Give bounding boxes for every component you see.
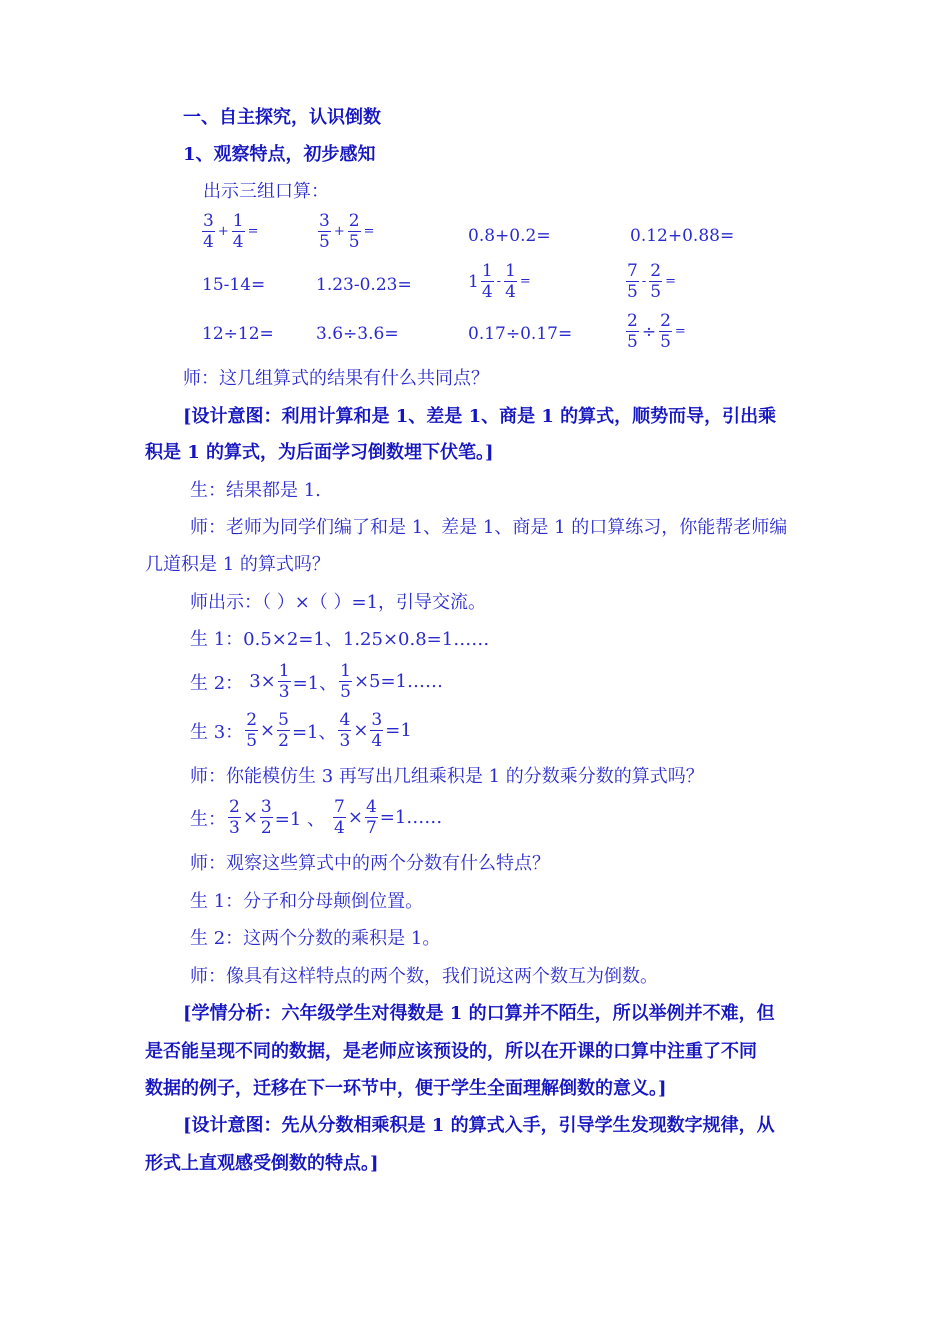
student-6-answer: 生 2：这两个分数的乘积是 1。 [190,928,441,949]
student-3-answer: 生 3： $\frac{2}{5}$ × $\frac{5}{2}$ =1、 $\frac{4}{3}$ × $\frac{3}{4}$ =1 [190,710,412,751]
student-1-answer: 生 1：0.5×2=1、1.25×0.8=1…… [190,629,490,650]
design-intent-2-line1: [设计意图：先从分数相乘积是 1 的算式入手，引导学生发现数字规律，从 [183,1115,775,1136]
student-2-answer: 生 2： 3× $\frac{1}{3}$ =1、 $\frac{1}{5}$ ×5=1…… [190,661,444,702]
calc-r1c3: 0.8+0.2= [468,226,551,246]
teacher-conclusion: 师：像具有这样特点的两个数，我们说这两个数互为倒数。 [190,966,658,987]
calc-r1c1: $\frac{3}{4}$ + $\frac{1}{4}$ = [203,211,259,252]
calc-r3c2: 3.6÷3.6= [316,324,399,344]
teacher-question-2-line2: 几道积是 1 的算式吗？ [145,554,330,575]
calc-r2c4: $\frac{7}{5}$ - $\frac{2}{5}$ = [627,261,676,302]
calc-r1c4: 0.12+0.88= [630,226,735,246]
analysis-line1: [学情分析：六年级学生对得数是 1 的口算并不陌生，所以举例并不难，但 [183,1003,775,1024]
calc-r3c4: $\frac{2}{5}$ ÷ $\frac{2}{5}$ = [627,311,686,352]
teacher-question-3: 师：你能模仿生 3 再写出几组乘积是 1 的分数乘分数的算式吗？ [190,766,704,787]
teacher-show: 师出示：（ ）×（ ）=1，引导交流。 [190,592,487,613]
teacher-question-4: 师：观察这些算式中的两个分数有什么特点？ [190,853,550,874]
intro-text: 出示三组口算： [203,181,329,202]
analysis-line3: 数据的例子，迁移在下一环节中，便于学生全面理解倒数的意义。] [145,1078,667,1099]
student-answer-1: 生：结果都是 1. [190,480,321,501]
calc-r3c3: 0.17÷0.17= [468,324,573,344]
design-intent-1-line2: 积是 1 的算式，为后面学习倒数埋下伏笔。] [145,442,494,463]
teacher-question-1: 师：这几组算式的结果有什么共同点？ [183,368,489,389]
teacher-question-2-line1: 师：老师为同学们编了和是 1、差是 1、商是 1 的口算练习，你能帮老师编 [190,517,788,538]
analysis-line2: 是否能呈现不同的数据，是老师应该预设的，所以在开课的口算中注重了不同 [145,1041,757,1062]
calc-r2c1: 15-14= [202,275,266,295]
calc-r2c3: 1 $\frac{1}{4}$ - $\frac{1}{4}$ = [468,261,531,302]
student-5-answer: 生 1：分子和分母颠倒位置。 [190,891,424,912]
calc-r3c1: 12÷12= [202,324,274,344]
calc-r2c2: 1.23-0.23= [316,275,412,295]
design-intent-2-line2: 形式上直观感受倒数的特点。] [145,1153,379,1174]
calc-r1c2: $\frac{3}{5}$ + $\frac{2}{5}$ = [319,211,375,252]
design-intent-1-line1: [设计意图：利用计算和是 1、差是 1、商是 1 的算式，顺势而导，引出乘 [183,406,777,427]
student-4-answer: 生： $\frac{2}{3}$ × $\frac{3}{2}$ =1 、 $\frac{7}{4}$ × $\frac{4}{7}$ =1…… [190,797,443,838]
subsection-heading: 1、观察特点，初步感知 [183,144,376,165]
section-heading: 一、自主探究，认识倒数 [183,107,381,128]
